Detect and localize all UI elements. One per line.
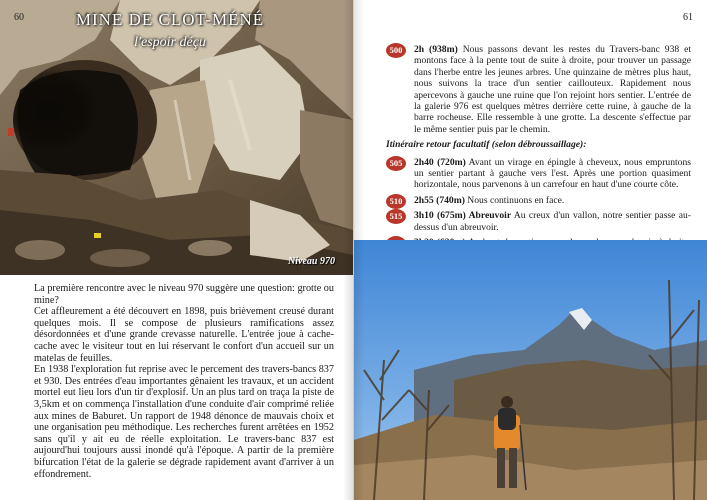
mountain-image <box>354 240 707 500</box>
waypoint-badge: 510 <box>386 194 406 209</box>
body-text <box>34 283 334 480</box>
waypoint-description: Nous passons devant les restes du Travers-banc 938 et montons face à la pente tout de suite à droite, pour trouver un passage dans l'herbe entre les jeunes arbres. Une quinzaine de mètres plus haut, nous suivons la trace d'un sentier caillouteux. Rapidement nous apercevons à gauche une ruine que l'on rejoint hors sentier. L'entrée de la galerie 976 est quelques mètres derrière cette ruine, à gauche de la barre rocheuse. Elle ressemble à une grotte. La descente s'effectue par le même sentier puis par le chemin. <box>414 44 691 135</box>
chapter-title: MINE DE CLOT-MÉNÉ <box>75 10 265 29</box>
section-heading: Itinéraire retour facultatif (selon débroussaillage): <box>386 139 587 151</box>
waypoint-time: 2h (938m) <box>414 44 458 55</box>
photo-caption: Niveau 970 <box>288 256 335 267</box>
right-page <box>353 0 707 500</box>
chapter-subtitle: l'espoir déçu <box>134 35 206 50</box>
itinerary-entry <box>386 210 691 233</box>
waypoint-description: Au creux d'un vallon, notre sentier passe au-dessus d'un abreuvoir. <box>414 210 691 233</box>
left-page <box>0 0 353 500</box>
waypoint-time: 2h40 (720m) <box>414 156 466 168</box>
paragraph: En 1938 l'exploration fut reprise avec le percement des travers-bancs 837 et 930. Des entrées d'eau importantes gênaient les travaux, et un accident mortel eut lieu lors d'un tir d'explosif. Un an plus tard on traça la piste de 3,5km et on commença l'installation d'une conduite d'air comprimé reliée aux mines de Baburet. Un rapport de 1948 dénonce de mauvais choix et une organisation peu méthodique. Les recherches furent arrêtées en 1952 sans qu'il y ait eu de réelle exploitation. Le travers-banc 837 est aujourd'hui toujours aussi inondé qu'à l'époque. A partir de la première bifurcation l'état de la galerie se dégrade rapidement avant d'arriver à un effondrement. <box>34 364 334 480</box>
paragraph: La première rencontre avec le niveau 970 suggère une question: grotte ou mine? <box>34 283 334 306</box>
waypoint-time: 2h55 (740m) <box>414 194 465 206</box>
waypoint-badge: 505 <box>386 156 406 171</box>
itinerary-entry <box>386 157 691 191</box>
waypoint-description: Nous continuons en face. <box>464 194 565 206</box>
itinerary-text <box>386 44 691 264</box>
waypoint-badge: 500 <box>386 43 406 58</box>
waypoint-time: 3h10 (675m) Abreuvoir <box>414 210 512 222</box>
mountain-photo <box>354 240 707 500</box>
page-number: 61 <box>683 12 693 23</box>
itinerary-entry <box>386 44 691 135</box>
waypoint-description: Avant un virage en épingle à cheveux, nous empruntons un sentier partant à gauche vers l'est. Après une portion quasiment horizontale, nous parvenons à un carrefour en haut d'une courte côte. <box>414 156 691 191</box>
page-number: 60 <box>14 12 24 23</box>
waypoint-badge: 515 <box>386 209 406 224</box>
paragraph: Cet affleurement a été découvert en 1898, puis brièvement creusé durant quelques mois. Il se compose de plusieurs ramifications assez désordonnées et d'une grande crevasse naturelle. L'entrée joue à cache-cache avec le visiteur tout en lui réservant le confort d'un accueil sur un matelas de feuilles. <box>34 306 334 364</box>
itinerary-entry <box>386 195 691 206</box>
